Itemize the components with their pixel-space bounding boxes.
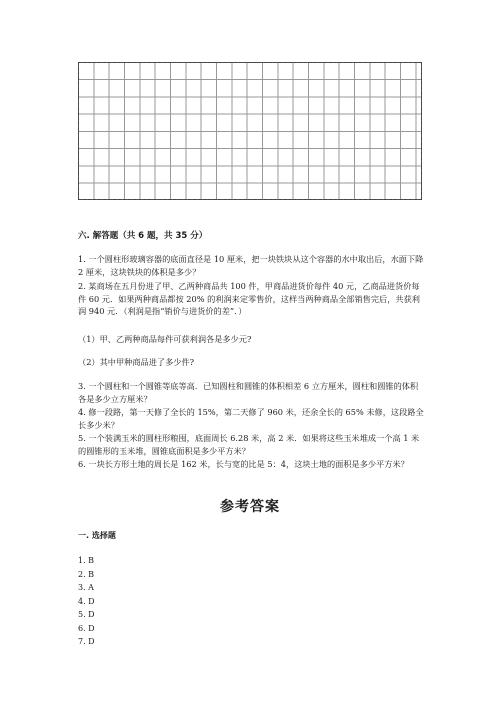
question-2: 2. 某商场在五月份进了甲、乙两种商品共 100 件，甲商品进货价每件 40 元，乙商品进货价每件 60 元．如果两种商品都按 20% 的利润来定零售价，这样当两种商品全部销售完后，共获利润 940 元．（利润是指“销价与进货价的差”．） [78,281,420,317]
answer-item: 7. D [78,637,95,646]
answer-item: 1. B [78,556,95,565]
answer-grid-border [78,62,422,200]
answer-item: 6. D [78,623,95,633]
answer-item: 4. D [78,596,95,606]
question-3: 3. 一个圆柱和一个圆锥等底等高．已知圆柱和圆锥的体积相差 6 立方厘米，圆柱和圆锥的体积各是多少立方厘米？ [78,381,419,404]
answer-item: 3. A [78,583,94,592]
question-1: 1. 一个圆柱形玻璃容器的底面直径是 10 厘米，把一块铁块从这个容器的水中取出后，水面下降 2 厘米，这块铁块的体积是多少？ [78,254,424,277]
question-2-part-2: （2）其中甲种商品进了多少件? [78,357,195,367]
question-6: 6. 一块长方形土地的周长是 162 米，长与宽的比是 5：4，这块土地的面积是多少平方米？ [78,459,409,469]
answer-title: 参考答案 [220,499,280,515]
question-5: 5. 一个装满玉米的圆柱形粮囤，底面周长 6.28 米，高 2 米．如果将这些玉米堆成一个高 1 米的圆锥形的玉米堆，圆锥底面积是多少平方米？ [78,433,420,456]
answer-item: 2. B [78,569,95,579]
question-2-part-1: （1）甲、乙两种商品每件可获利润各是多少元? [78,334,252,344]
answer-subtitle: 一. 选择题 [78,531,116,540]
section-title: 六. 解答题（共 6 题，共 35 分） [78,231,208,241]
answer-item: 5. D [78,610,95,619]
question-4: 4. 修一段路，第一天修了全长的 15%，第二天修了 960 米，还余全长的 65% 未修，这段路全长多少米？ [78,407,424,430]
answer-list [78,554,95,649]
